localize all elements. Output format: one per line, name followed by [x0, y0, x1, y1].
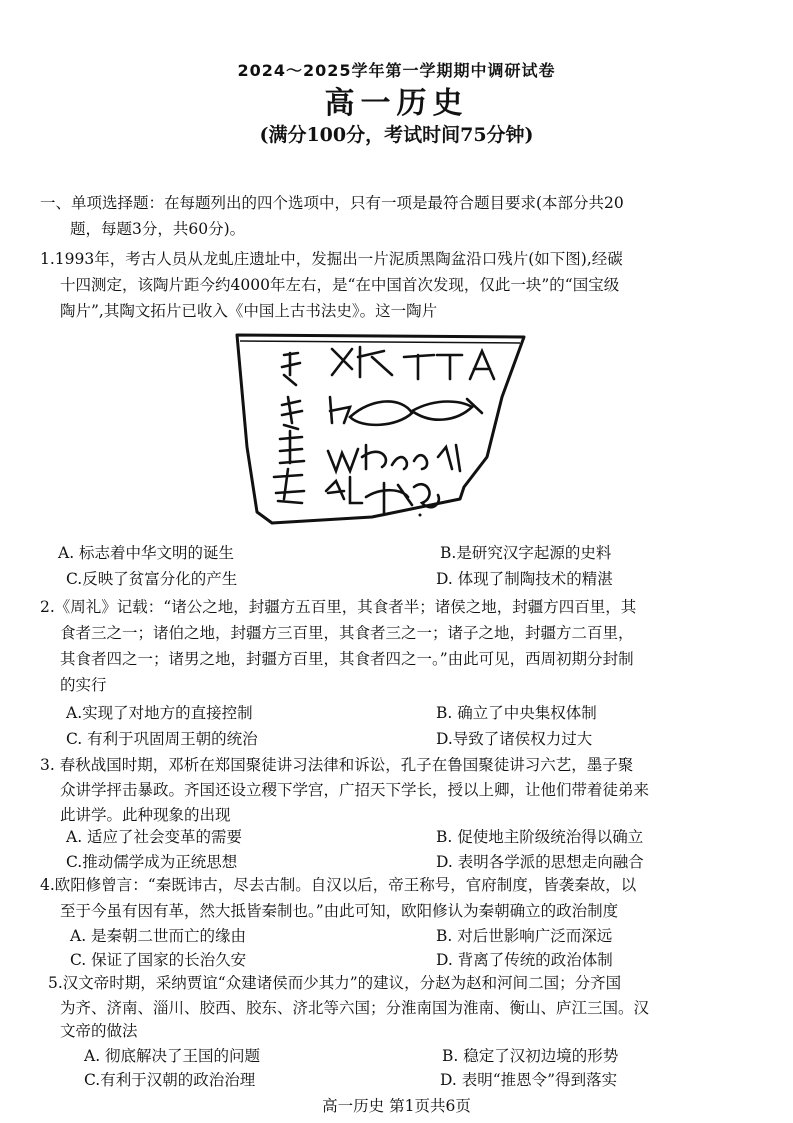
- pottery-shard-rubbing-image: [232, 327, 532, 527]
- q4-stem-line-1: 4.欧阳修曾言：“秦既讳古，尽去古制。自汉以后，帝王称号，官府制度，皆袭秦故，以: [40, 876, 637, 894]
- q5-stem-line-1: 5.汉文帝时期，采纳贾谊“众建诸侯而少其力”的建议，分赵为赵和河间二国；分齐国: [48, 974, 622, 992]
- q2-stem-line-3: 其食者四之一；诸男之地，封疆方百里，其食者四之一。”由此可见，西周初期分封制: [60, 650, 634, 668]
- subject-title: 高一历史: [324, 86, 469, 121]
- q3-stem-line-1: 3. 春秋战国时期，邓析在郑国聚徒讲习法律和诉讼，孔子在鲁国聚徒讲习六艺，墨子聚: [40, 756, 634, 774]
- q4-option-b: B. 对后世影响广泛而深远: [436, 927, 613, 945]
- q5-option-a: A. 彻底解决了王国的问题: [84, 1047, 261, 1065]
- q3-option-c: C.推动儒学成为正统思想: [66, 853, 238, 871]
- q2-option-d: D.导致了诸侯权力过大: [436, 730, 593, 748]
- q1-option-c: C.反映了贫富分化的产生: [66, 570, 238, 588]
- section-instruction-line-2: 题，每题3分，共60分)。: [70, 220, 246, 238]
- q2-option-c: C. 有利于巩固周王朝的统治: [66, 730, 258, 748]
- q5-option-b: B. 稳定了汉初边境的形势: [442, 1047, 619, 1065]
- q3-option-d: D. 表明各学派的思想走向融合: [436, 853, 644, 871]
- q2-stem-line-2: 食者三之一；诸伯之地，封疆方三百里，其食者三之一；诸子之地，封疆方二百里，: [60, 624, 634, 642]
- q4-option-d: D. 背离了传统的政治体制: [436, 951, 613, 969]
- q2-stem-line-4: 的实行: [60, 676, 107, 694]
- q1-stem-line-2: 十四测定，该陶片距今约4000年左右，是“在中国首次发现，仅此一块”的“国宝级: [60, 276, 620, 294]
- q1-option-a: A. 标志着中华文明的诞生: [58, 544, 235, 562]
- q1-stem-line-1: 1.1993年，考古人员从龙虬庄遗址中，发掘出一片泥质黑陶盆沿口残片(如下图),经碳: [40, 250, 623, 268]
- q3-stem-line-3: 此讲学。此种现象的出现: [60, 806, 231, 824]
- exam-title: 2024～2025学年第一学期期中调研试卷: [237, 61, 556, 80]
- q2-option-b: B. 确立了中央集权体制: [436, 704, 597, 722]
- q3-option-b: B. 促使地主阶级统治得以确立: [436, 828, 644, 846]
- q5-stem-line-3: 文帝的做法: [60, 1022, 138, 1040]
- exam-note: (满分100分，考试时间75分钟): [259, 124, 534, 146]
- page-footer: 高一历史 第1页共6页: [322, 1097, 471, 1115]
- q1-option-b: B.是研究汉字起源的史料: [440, 544, 612, 562]
- q2-option-a: A.实现了对地方的直接控制: [66, 704, 253, 722]
- q3-option-a: A. 适应了社会变革的需要: [66, 828, 243, 846]
- q5-stem-line-2: 为齐、济南、淄川、胶西、胶东、济北等六国；分淮南国为淮南、衡山、庐江三国。汉: [60, 999, 650, 1017]
- q5-option-c: C.有利于汉朝的政治治理: [84, 1071, 256, 1089]
- q5-option-d: D. 表明“推恩令”得到落实: [440, 1071, 618, 1089]
- q1-stem-line-3: 陶片”,其陶文拓片已收入《中国上古书法史》。这一陶片: [60, 302, 438, 320]
- section-instruction-line-1: 一、单项选择题：在每题列出的四个选项中，只有一项是最符合题目要求(本部分共20: [40, 194, 624, 212]
- q4-option-a: A. 是秦朝二世而亡的缘由: [70, 927, 247, 945]
- q1-option-d: D. 体现了制陶技术的精湛: [436, 570, 613, 588]
- q2-stem-line-1: 2.《周礼》记载：“诸公之地，封疆方五百里，其食者半；诸侯之地，封疆方四百里，其: [40, 598, 637, 616]
- q4-stem-line-2: 至于今虽有因有革，然大抵皆秦制也。”由此可知，欧阳修认为秦朝确立的政治制度: [60, 902, 619, 920]
- q3-stem-line-2: 众讲学抨击暴政。齐国还设立稷下学宫，广招天下学长，授以上卿，让他们带着徒弟来: [60, 781, 650, 799]
- q4-option-c: C. 保证了国家的长治久安: [70, 951, 247, 969]
